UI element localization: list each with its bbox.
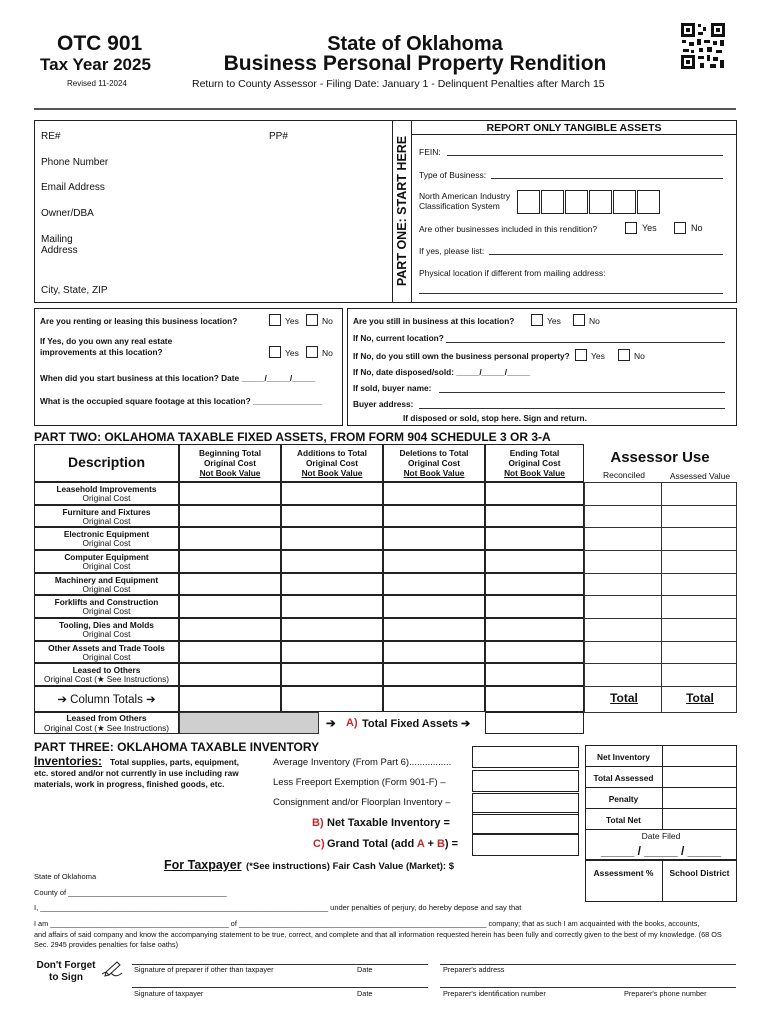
leased-from-others-value-shaded[interactable]	[179, 712, 319, 734]
other-businesses-label: Are other businesses included in this rendition?	[419, 224, 598, 234]
report-title-rule	[411, 134, 737, 135]
reconciled-cell[interactable]	[585, 618, 662, 641]
assessor-inventory-label: Total Net	[606, 815, 641, 825]
assessed-value-cell[interactable]	[662, 664, 737, 687]
asset-value-cell[interactable]	[179, 641, 281, 664]
pen-signing-icon	[100, 960, 124, 978]
revised-date: Revised 11-2024	[67, 79, 127, 88]
leased-from-others-sublabel: Original Cost (★ See Instructions)	[43, 723, 170, 733]
to-sign-label: to Sign	[49, 972, 83, 983]
renting-yes-label: Yes	[285, 316, 299, 326]
preparer-signature-line[interactable]	[132, 953, 428, 965]
assessed-value-cell[interactable]	[662, 573, 737, 596]
type-business-field[interactable]	[491, 167, 723, 179]
asset-value-cell[interactable]	[281, 505, 383, 528]
grand-total-a: A	[416, 838, 425, 850]
asset-row-name: Tooling, Dies and Molds	[59, 620, 154, 631]
consignment-label: Consignment and/or Floorplan Inventory –	[273, 797, 451, 808]
asset-row-subtitle: Original Cost	[82, 493, 131, 503]
pp-number-label: PP#	[269, 131, 288, 142]
part-three-title: PART THREE: OKLAHOMA TAXABLE INVENTORY	[34, 740, 320, 754]
renting-no-checkbox[interactable]	[306, 314, 318, 326]
asset-row-subtitle: Original Cost	[82, 561, 131, 571]
other-businesses-no-label: No	[691, 223, 703, 233]
column-totals-label: ➔ Column Totals ➔	[57, 694, 156, 706]
column-header-3-line-1: Deletions to Total	[399, 448, 469, 458]
own-improvements-no-checkbox[interactable]	[306, 346, 318, 358]
taxpayer-signature-line[interactable]	[132, 976, 428, 988]
owner-dba-label: Owner/DBA	[41, 208, 94, 219]
assessor-inventory-label: Penalty	[608, 794, 639, 804]
asset-value-cell[interactable]	[179, 573, 281, 596]
asset-value-cell[interactable]	[281, 527, 383, 550]
school-district-label: School District	[669, 868, 730, 878]
reconciled-cell[interactable]	[585, 528, 662, 551]
reconciled-cell[interactable]	[585, 641, 662, 664]
asset-value-cell[interactable]	[281, 663, 383, 686]
asset-value-cell[interactable]	[383, 482, 485, 505]
form-id: OTC 901	[57, 32, 143, 55]
freeport-exemption-label: Less Freeport Exemption (Form 901-F) –	[273, 777, 446, 788]
reconciled-header: Reconciled	[602, 470, 646, 480]
form-title: Business Personal Property Rendition	[223, 52, 607, 75]
email-label: Email Address	[41, 182, 105, 193]
assessor-grid-row	[585, 528, 737, 551]
preparer-address-label: Preparer's address	[443, 965, 505, 974]
asset-value-cell[interactable]	[485, 573, 584, 596]
asset-row-subtitle: Original Cost	[82, 538, 131, 549]
still-in-business-no-checkbox[interactable]	[573, 314, 585, 326]
for-taxpayer-label: For Taxpayer	[164, 858, 242, 872]
naics-digit-1[interactable]	[517, 190, 540, 214]
assessor-inventory-field[interactable]	[663, 788, 736, 807]
column-header-1-line-2: Original Cost	[203, 458, 257, 468]
naics-label-1: North American Industry	[419, 191, 511, 201]
tax-year: Tax Year 2025	[40, 55, 151, 74]
buyer-address-label: Buyer address:	[353, 399, 414, 409]
affidavit-statement-1: and affairs of said company and know the accompanying statement to be true, correct, and complete and that all information requested herein has been fully and correctly given to the best of my knowledge. (68 OS	[34, 930, 722, 939]
stop-here-note: If disposed or sold, stop here. Sign and return.	[403, 413, 587, 423]
asset-value-cell[interactable]	[281, 595, 383, 618]
reconciled-cell[interactable]	[585, 664, 662, 687]
naics-digit-3[interactable]	[565, 190, 588, 214]
other-businesses-yes-label: Yes	[642, 223, 657, 233]
grand-total-text-2: ) =	[444, 838, 459, 850]
asset-row-name: Machinery and Equipment	[54, 574, 159, 585]
freeport-exemption-field[interactable]	[472, 770, 579, 792]
inventories-desc-3: materials, work in progress, finished goods, etc.	[34, 779, 225, 789]
asset-value-cell[interactable]	[281, 482, 383, 505]
asset-row-subtitle: Original Cost (★ See Instructions)	[43, 674, 170, 685]
dont-forget-label: Don't Forget	[36, 960, 96, 971]
asset-value-cell[interactable]	[485, 527, 584, 550]
description-header: Description	[67, 454, 145, 470]
average-inventory-label: Average Inventory (From Part 6)................	[273, 757, 452, 768]
column-header-2-line-1: Additions to Total	[297, 448, 367, 458]
grand-total-letter: C)	[313, 838, 325, 850]
asset-row-name: Computer Equipment	[64, 552, 149, 562]
still-in-business-no-label: No	[589, 316, 600, 326]
fixed-assets-arrow-icon: ➔	[326, 718, 336, 730]
reconciled-cell[interactable]	[585, 596, 662, 619]
affidavit-state: State of Oklahoma	[34, 872, 97, 881]
asset-value-cell[interactable]	[179, 595, 281, 618]
asset-value-cell[interactable]	[383, 527, 485, 550]
still-own-no-label: No	[634, 351, 645, 361]
asset-row-subtitle: Original Cost	[82, 629, 131, 640]
assessor-inventory-field[interactable]	[663, 767, 736, 786]
totals-cell-1[interactable]	[179, 686, 281, 712]
asset-value-cell[interactable]	[485, 641, 584, 664]
still-own-no-checkbox[interactable]	[618, 349, 630, 361]
start-date-question[interactable]: When did you start business at this location? Date _____/_____/_____	[40, 373, 316, 383]
square-footage-question[interactable]: What is the occupied square footage at this location? _______________	[40, 396, 323, 406]
mailing-label: Mailing	[41, 234, 73, 245]
asset-row-subtitle: Original Cost	[82, 606, 131, 617]
asset-value-cell[interactable]	[179, 550, 281, 573]
preparer-id-line[interactable]	[440, 976, 736, 988]
inventories-desc-2: etc. stored and/or not currently in use including raw	[34, 768, 239, 778]
column-header-2-line-2: Original Cost	[305, 458, 359, 468]
asset-row-name: Leased to Others	[72, 665, 141, 676]
buyer-name-field[interactable]	[439, 381, 725, 393]
asset-value-cell[interactable]	[179, 527, 281, 550]
grand-total-text-1: Grand Total (add	[327, 838, 415, 850]
assessor-grid-row	[585, 664, 737, 687]
other-businesses-yes-checkbox[interactable]	[625, 222, 637, 234]
fair-cash-value-label: (*See instructions) Fair Cash Value (Market): $	[246, 861, 455, 872]
column-header-3-line-3: Not Book Value	[403, 468, 465, 478]
qr-code-icon	[680, 22, 726, 70]
reconciled-cell[interactable]	[585, 483, 662, 506]
assessment-school-box	[585, 860, 737, 902]
asset-value-cell[interactable]	[383, 641, 485, 664]
affidavit-statement-2: Sec. 2945 provides penalties for false oaths)	[34, 940, 178, 949]
naics-label-2: Classification System	[419, 201, 500, 211]
taxpayer-signature-label: Signature of taxpayer	[134, 989, 204, 998]
fein-field[interactable]	[447, 144, 723, 156]
asset-row-subtitle: Original Cost	[82, 583, 131, 594]
assessed-total-label: Total	[686, 691, 714, 705]
column-header-4-line-3: Not Book Value	[504, 468, 565, 478]
assessor-grid-row	[585, 596, 737, 619]
part-one-banner-divider-right	[411, 120, 412, 303]
net-taxable-inventory-field[interactable]	[472, 812, 579, 834]
asset-value-cell[interactable]	[383, 550, 485, 573]
renting-question: Are you renting or leasing this business location?	[40, 316, 238, 326]
assessor-inventory-field[interactable]	[663, 809, 736, 828]
still-in-business-question: Are you still in business at this location?	[353, 316, 515, 326]
part-one-banner-divider-left	[392, 120, 393, 303]
still-in-business-yes-label: Yes	[547, 316, 561, 326]
report-tangible-title: REPORT ONLY TANGIBLE ASSETS	[486, 122, 662, 134]
column-header-2-line-3: Not Book Value	[301, 468, 363, 478]
assessor-inventory-label: Total Assessed	[593, 773, 654, 783]
asset-value-cell[interactable]	[485, 595, 584, 618]
if-yes-list-field[interactable]	[489, 243, 723, 255]
assessor-grid-row	[585, 483, 737, 506]
average-inventory-field[interactable]	[472, 746, 579, 768]
own-improvements-yes-checkbox[interactable]	[269, 346, 281, 358]
part-one-banner: PART ONE: START HERE	[395, 135, 409, 287]
preparer-phone-label: Preparer's phone number	[624, 989, 707, 998]
asset-value-cell[interactable]	[383, 573, 485, 596]
header-rule	[34, 108, 736, 110]
asset-value-cell[interactable]	[485, 482, 584, 505]
renting-yes-checkbox[interactable]	[269, 314, 281, 326]
address-label: Address	[41, 245, 78, 256]
buyer-address-field[interactable]	[419, 397, 725, 409]
assessor-inventory-field[interactable]	[663, 746, 736, 765]
own-improvements-question-1: If Yes, do you own any real estate	[40, 336, 173, 346]
assessor-grid-row	[585, 550, 737, 573]
assessed-value-cell[interactable]	[662, 550, 737, 573]
fixed-assets-letter: A)	[346, 717, 358, 729]
net-taxable-inventory-label: Net Taxable Inventory =	[327, 817, 450, 829]
asset-row-name: Forklifts and Construction	[54, 597, 159, 608]
asset-value-cell[interactable]	[485, 663, 584, 686]
asset-value-cell[interactable]	[179, 482, 281, 505]
still-own-yes-checkbox[interactable]	[575, 349, 587, 361]
inventories-desc-1: Total supplies, parts, equipment,	[110, 757, 239, 767]
reconciled-cell[interactable]	[585, 573, 662, 596]
own-improvements-yes-label: Yes	[285, 348, 299, 358]
asset-row-name: Electronic Equipment	[63, 529, 150, 540]
assessor-grid-row	[585, 505, 737, 528]
city-state-zip-label: City, State, ZIP	[41, 285, 108, 296]
current-location-label: If No, current location?	[353, 333, 444, 343]
asset-value-cell[interactable]	[485, 505, 584, 528]
asset-value-cell[interactable]	[485, 618, 584, 641]
asset-row-subtitle: Original Cost	[82, 515, 131, 526]
form-subtitle: Return to County Assessor - Filing Date: January 1 - Delinquent Penalties after March 15	[192, 78, 605, 90]
asset-value-cell[interactable]	[281, 573, 383, 596]
re-number-field[interactable]	[62, 128, 262, 142]
assessed-value-cell[interactable]	[662, 618, 737, 641]
leased-from-others-label: Leased from Others	[66, 713, 147, 723]
total-fixed-assets-field[interactable]	[485, 712, 584, 734]
part-two-title: PART TWO: OKLAHOMA TAXABLE FIXED ASSETS, FROM FORM 904 SCHEDULE 3 OR 3-A	[34, 430, 551, 444]
assessed-value-cell[interactable]	[662, 528, 737, 551]
asset-value-cell[interactable]	[281, 550, 383, 573]
column-header-4-line-2: Original Cost	[508, 458, 561, 468]
own-improvements-question-2: improvements at this location?	[40, 347, 163, 357]
assessed-value-header: Assessed Value	[669, 471, 731, 481]
asset-value-cell[interactable]	[179, 663, 281, 686]
naics-digit-2[interactable]	[541, 190, 564, 214]
state-title: State of Oklahoma	[327, 33, 503, 55]
assessment-percent-label: Assessment %	[593, 868, 654, 878]
assessor-grid-row	[585, 618, 737, 641]
preparer-date-label: Date	[357, 965, 373, 974]
preparer-signature-label: Signature of preparer if other than taxpayer	[134, 965, 274, 974]
current-location-field[interactable]	[446, 331, 725, 343]
asset-value-cell[interactable]	[485, 550, 584, 573]
assessor-grid-row	[585, 641, 737, 664]
asset-value-cell[interactable]	[281, 618, 383, 641]
assessor-inventory-rule	[585, 829, 737, 830]
assessed-value-cell[interactable]	[662, 596, 737, 619]
reconciled-total-label: Total	[610, 691, 638, 705]
still-in-business-yes-checkbox[interactable]	[531, 314, 543, 326]
column-header-1-line-1: Beginning Total	[198, 448, 262, 458]
assessor-use-grid	[584, 482, 737, 713]
asset-row-name: Furniture and Fixtures	[62, 506, 151, 517]
totals-cell-4[interactable]	[485, 686, 584, 712]
affidavit-i-line[interactable]: I, _____________________________________________________________________ under penalties of perjury, do hereby depose and say that	[34, 903, 522, 912]
net-taxable-letter: B)	[312, 817, 324, 829]
preparer-address-line[interactable]	[440, 953, 736, 965]
taxpayer-date-label: Date	[357, 989, 373, 998]
date-filed-label: Date Filed	[641, 831, 681, 841]
asset-value-cell[interactable]	[383, 595, 485, 618]
asset-value-cell[interactable]	[179, 505, 281, 528]
still-own-question: If No, do you still own the business personal property?	[353, 351, 570, 361]
preparer-id-label: Preparer's identification number	[443, 989, 546, 998]
asset-row-name: Other Assets and Trade Tools	[48, 642, 165, 653]
other-businesses-no-checkbox[interactable]	[674, 222, 686, 234]
grand-total-field[interactable]	[472, 834, 579, 856]
renting-no-label: No	[322, 316, 333, 326]
assessed-value-cell[interactable]	[662, 483, 737, 506]
asset-row-subtitle: Original Cost	[82, 651, 131, 662]
type-business-label: Type of Business:	[419, 170, 487, 180]
naics-digit-5[interactable]	[613, 190, 636, 214]
naics-digit-6[interactable]	[637, 190, 660, 214]
reconciled-cell[interactable]	[585, 505, 662, 528]
date-disposed-field[interactable]: If No, date disposed/sold: _____/_____/_____	[353, 367, 531, 377]
affidavit-county[interactable]: County of ______________________________________	[34, 888, 227, 897]
if-yes-list-label: If yes, please list:	[419, 246, 485, 256]
still-own-yes-label: Yes	[591, 351, 605, 361]
assessor-use-title: Assessor Use	[610, 449, 710, 466]
totals-cell-3[interactable]	[383, 686, 485, 712]
grand-total-plus: +	[427, 838, 434, 850]
total-fixed-assets-label: Total Fixed Assets ➔	[362, 718, 471, 730]
assessor-grid-row	[585, 573, 737, 596]
column-header-1-line-3: Not Book Value	[199, 468, 261, 478]
physical-location-label: Physical location if different from mailing address:	[419, 268, 606, 278]
grand-total-b: B	[436, 838, 445, 850]
asset-value-cell[interactable]	[383, 618, 485, 641]
fein-label: FEIN:	[419, 147, 441, 157]
reconciled-cell[interactable]	[585, 550, 662, 573]
physical-location-field[interactable]	[419, 282, 723, 294]
totals-cell-2[interactable]	[281, 686, 383, 712]
assessor-inventory-label: Net Inventory	[596, 752, 651, 762]
column-header-4-line-1: Ending Total	[509, 448, 560, 458]
own-improvements-no-label: No	[322, 348, 333, 358]
naics-digit-4[interactable]	[589, 190, 612, 214]
grand-total-label	[327, 838, 458, 850]
asset-row-name: Leasehold Improvements	[56, 484, 157, 494]
asset-value-cell[interactable]	[383, 663, 485, 686]
re-number-label: RE#	[41, 131, 61, 142]
inventories-label: Inventories:	[34, 754, 103, 768]
date-filed-field[interactable]: _____ / _____ / _____	[600, 844, 722, 858]
asset-value-cell[interactable]	[179, 618, 281, 641]
column-header-3-line-2: Original Cost	[407, 458, 461, 468]
asset-value-cell[interactable]	[383, 505, 485, 528]
affidavit-i-am-line[interactable]: I am ____________________________________________ of _____________________________________________________________ company; that as such I am acquainted with the books, accounts,	[34, 919, 700, 928]
buyer-name-label: If sold, buyer name:	[353, 383, 432, 393]
assessed-value-cell[interactable]	[662, 641, 737, 664]
assessment-school-divider	[662, 860, 663, 902]
phone-label: Phone Number	[41, 157, 109, 168]
asset-value-cell[interactable]	[281, 641, 383, 664]
assessed-value-cell[interactable]	[662, 505, 737, 528]
